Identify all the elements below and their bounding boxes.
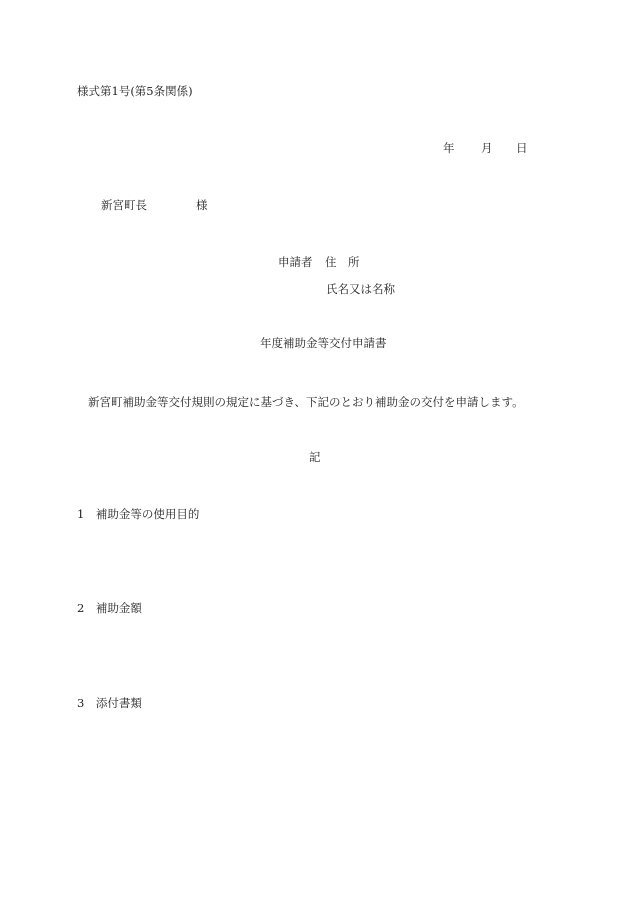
item-usage-purpose: 1 補助金等の使用目的 [77, 507, 200, 521]
document-title: 年度補助金等交付申請書 [260, 336, 387, 350]
item-subsidy-amount: 2 補助金額 [77, 601, 142, 615]
date-year-label: 年 [443, 141, 455, 155]
date-month-label: 月 [481, 141, 493, 155]
form-number: 様式第1号(第5条関係) [77, 84, 193, 98]
body-text: 新宮町補助金等交付規則の規定に基づき、下記のとおり補助金の交付を申請します。 [88, 395, 524, 409]
date-day-label: 日 [516, 141, 528, 155]
applicant-role: 申請者 [278, 255, 313, 269]
ki-heading: 記 [309, 450, 321, 464]
addressee-name: 新宮町長 [101, 198, 147, 212]
applicant-name-label: 氏名又は名称 [326, 282, 395, 296]
addressee-honorific: 様 [196, 198, 208, 212]
item-attachments: 3 添付書類 [77, 696, 142, 710]
applicant-address-label: 住 所 [325, 255, 360, 269]
